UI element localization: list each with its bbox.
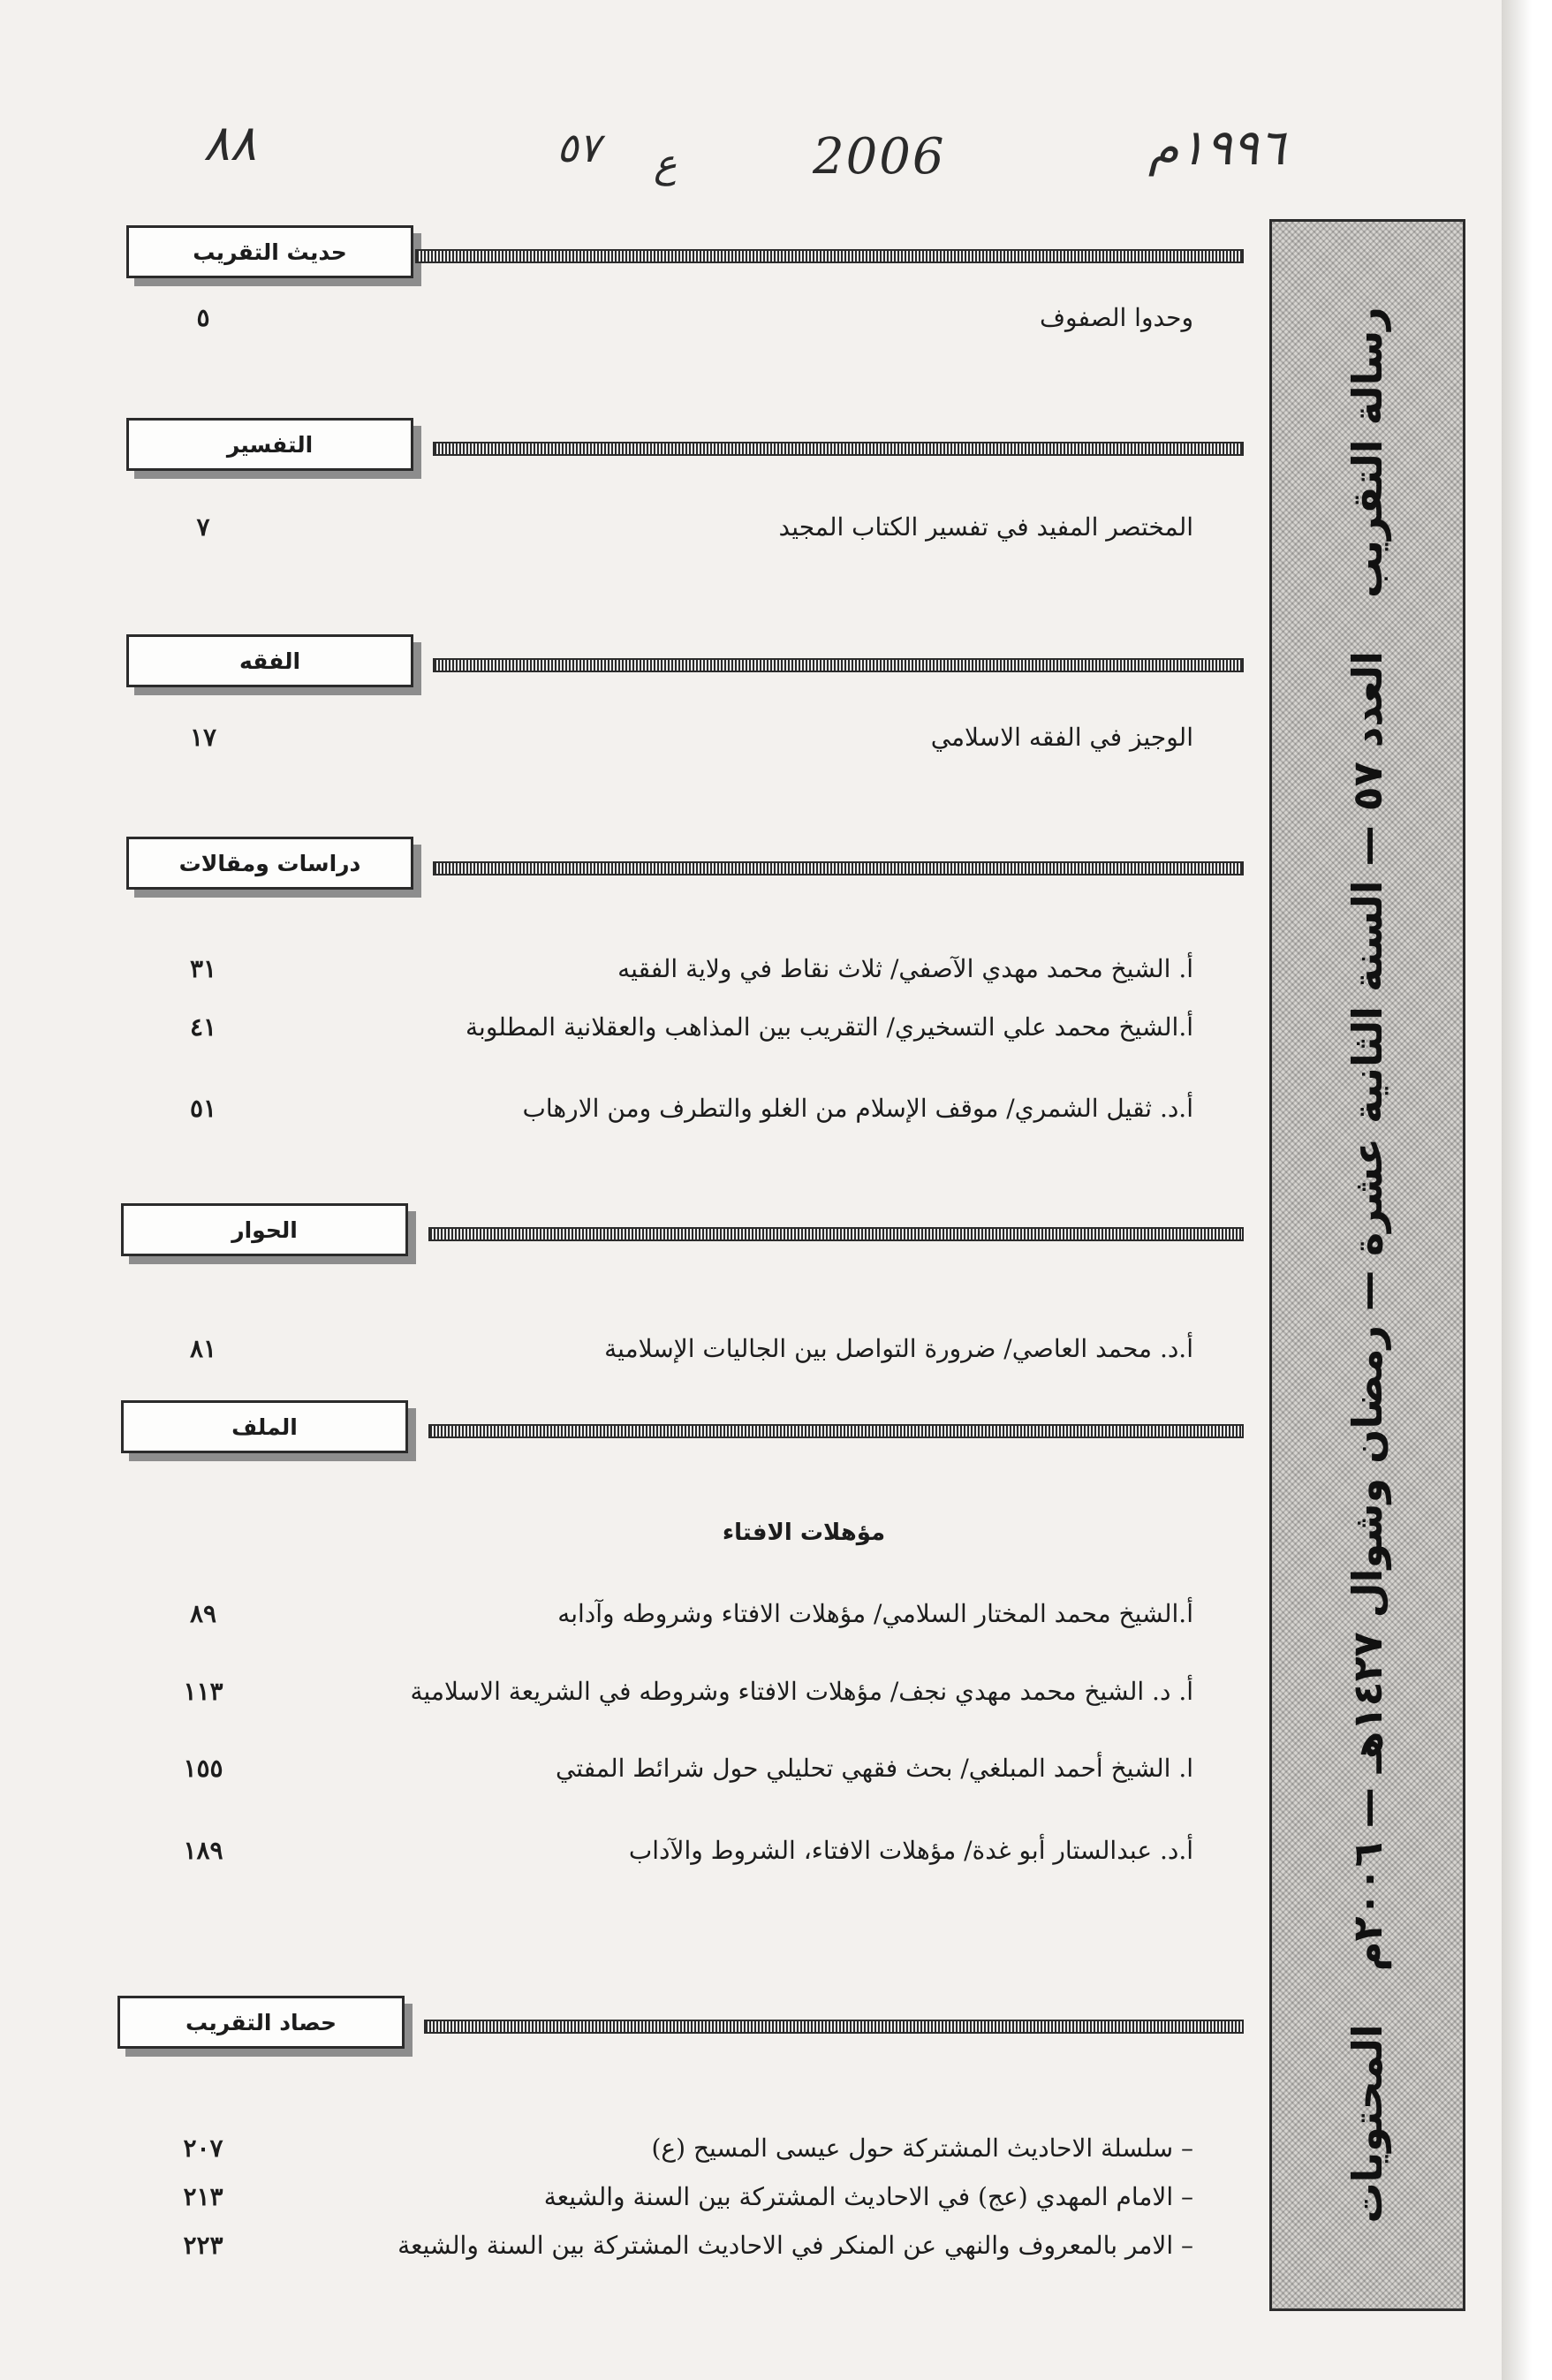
toc-entry-title: أ. د. الشيخ محمد مهدي نجف/ مؤهلات الافتاء وشروطه في الشريعة الاسلامية xyxy=(410,1677,1193,1706)
toc-entry-title: المختصر المفيد في تفسير الكتاب المجيد xyxy=(778,512,1193,542)
handwritten-note-a: ٨٨ xyxy=(203,115,257,172)
toc-entry-page: ٥ xyxy=(196,303,210,332)
sidebar-text xyxy=(1344,280,1391,2249)
toc-entry-title: – سلسلة الاحاديث المشتركة حول عيسى المسيح (ع) xyxy=(651,2134,1193,2163)
toc-entry-title: أ.الشيخ محمد المختار السلامي/ مؤهلات الافتاء وشروطه وآدابه xyxy=(557,1599,1193,1628)
section-rule xyxy=(428,1424,1244,1438)
handwritten-note-e: ١٩٩٦م xyxy=(1148,119,1285,177)
section-rule xyxy=(415,249,1244,263)
toc-entry-page: ٤١ xyxy=(189,1012,217,1042)
section-label-studies-articles: دراسات ومقالات xyxy=(126,837,413,890)
section-label-harvest: حصاد التقريب xyxy=(117,1996,405,2049)
toc-entry-page: ١٨٩ xyxy=(183,1836,223,1865)
toc-entry-page: ١١٣ xyxy=(183,1677,223,1706)
toc-entry-page: ٢٠٧ xyxy=(183,2134,223,2163)
toc-entry-page: ١٧ xyxy=(189,723,217,752)
section-label-hadith-altaqrib: حديث التقريب xyxy=(126,225,413,278)
toc-entry-page: ٢١٣ xyxy=(183,2182,223,2211)
section-label-dialogue: الحوار xyxy=(121,1203,408,1256)
toc-entry-page: ٨٩ xyxy=(189,1599,217,1628)
toc-entry-page: ١٥٥ xyxy=(183,1754,223,1783)
sidebar-journal-title: رسالة التقريب xyxy=(1344,307,1391,599)
handwritten-note-c: ع xyxy=(654,141,678,186)
dossier-subtitle: مؤهلات الافتاء xyxy=(722,1520,886,1546)
toc-entry-title: أ.د. ثقيل الشمري/ موقف الإسلام من الغلو والتطرف ومن الارهاب xyxy=(522,1094,1193,1123)
toc-entry-title: الوجيز في الفقه الاسلامي xyxy=(930,723,1193,752)
toc-entry-page: ٢٢٣ xyxy=(183,2231,223,2260)
toc-entry-title: ا. الشيخ أحمد المبلغي/ بحث فقهي تحليلي حول شرائط المفتي xyxy=(555,1754,1193,1783)
toc-entry-page: ٨١ xyxy=(189,1334,217,1363)
sidebar-contents-heading: المحتويات xyxy=(1344,2024,1391,2224)
toc-entry-page: ٣١ xyxy=(189,954,217,983)
section-label-tafsir: التفسير xyxy=(126,418,413,471)
toc-entry-title: أ.د. محمد العاصي/ ضرورة التواصل بين الجاليات الإسلامية xyxy=(604,1334,1193,1363)
toc-entry-title: أ. الشيخ محمد مهدي الآصفي/ ثلاث نقاط في ولاية الفقيه xyxy=(617,954,1193,983)
toc-entry-title: أ.الشيخ محمد علي التسخيري/ التقريب بين المذاهب والعقلانية المطلوبة xyxy=(466,1012,1193,1042)
toc-entry-page: ٥١ xyxy=(189,1094,217,1123)
section-rule xyxy=(428,1227,1244,1241)
section-rule xyxy=(433,861,1244,875)
section-rule xyxy=(424,2020,1244,2034)
handwritten-note-b: ٥٧ xyxy=(556,124,601,171)
section-rule xyxy=(433,442,1244,456)
toc-entry-title: وحدوا الصفوف xyxy=(1040,303,1193,332)
toc-entry-page: ٧ xyxy=(196,512,210,542)
page-edge xyxy=(1502,0,1552,2380)
toc-entry-title: أ.د. عبدالستار أبو غدة/ مؤهلات الافتاء، الشروط والآداب xyxy=(628,1836,1193,1865)
section-rule xyxy=(433,658,1244,672)
handwritten-note-d: 2006 xyxy=(813,128,946,186)
sidebar-banner xyxy=(1269,219,1465,2311)
toc-entry-title: – الامام المهدي (عج) في الاحاديث المشتركة بين السنة والشيعة xyxy=(543,2182,1193,2211)
toc-entry-title: – الامر بالمعروف والنهي عن المنكر في الاحاديث المشتركة بين السنة والشيعة xyxy=(397,2231,1193,2260)
section-label-dossier: الملف xyxy=(121,1400,408,1453)
sidebar-issue-info: العدد ٥٧ — السنة الثانية عشرة — رمضان وشوال ١٤٢٧هـ — ٢٠٠٦م xyxy=(1344,651,1391,1972)
section-label-fiqh: الفقه xyxy=(126,634,413,687)
